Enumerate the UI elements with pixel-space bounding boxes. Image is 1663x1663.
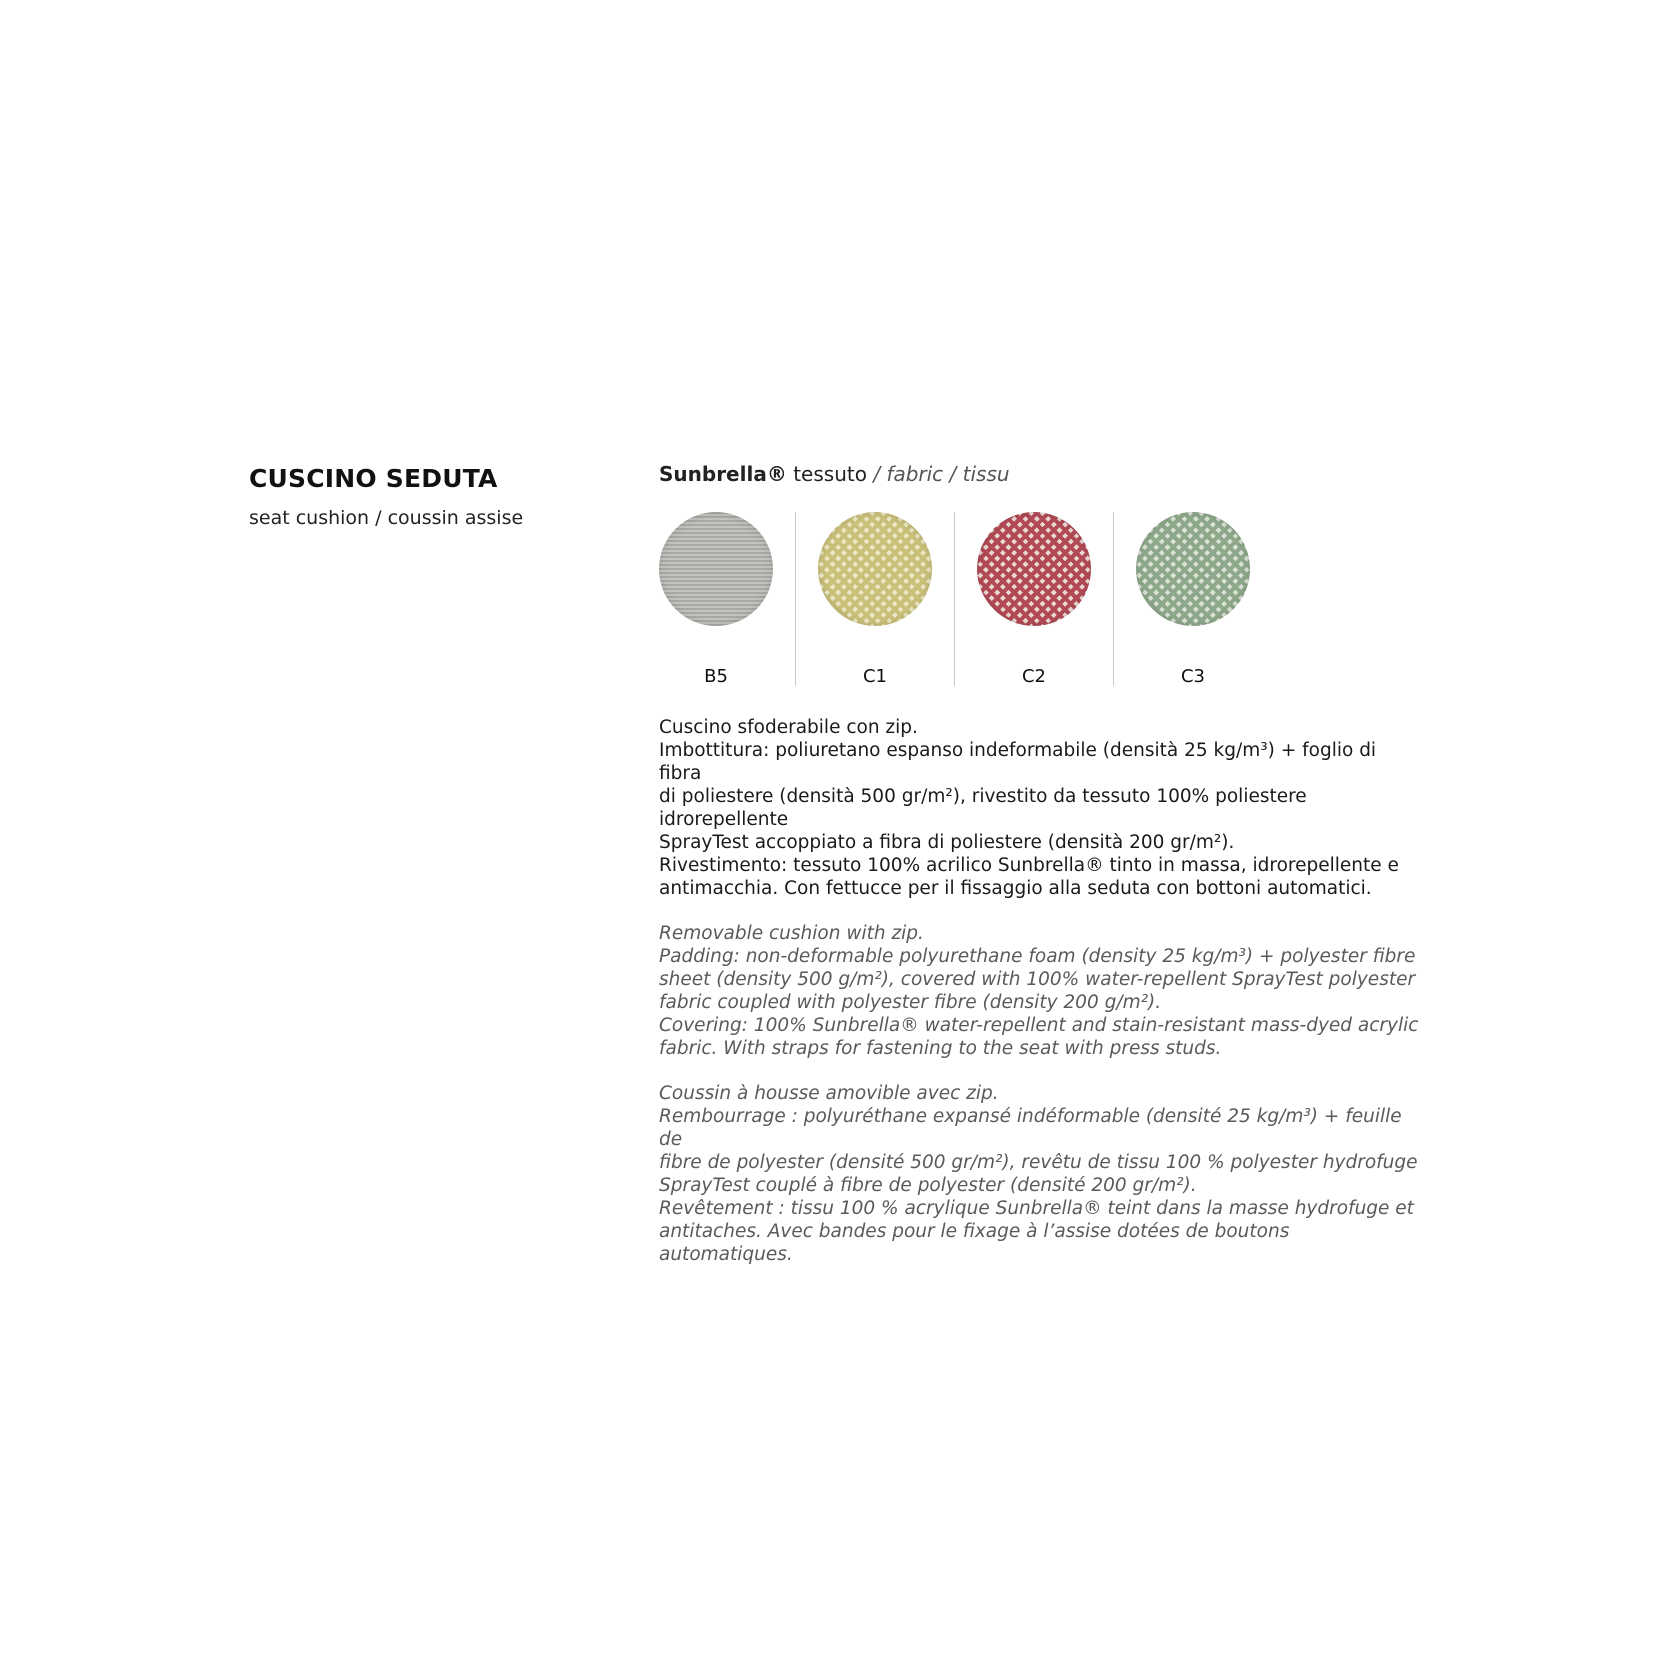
grey-fabric-swatch-icon [659,512,773,626]
swatch-divider [1113,512,1114,686]
swatch-code: C1 [862,666,888,687]
product-title: CUSCINO SEDUTA [249,464,498,493]
description-italian: Cuscino sfoderabile con zip. Imbottitura: poliuretano espanso indeformabile (densità 25 kg/m³) + foglio di fibra di poliestere (densità 500 gr/m²), rivestito da tessuto 100% poliestere idrorepellente SprayTest accoppiato a fibra di poliestere (densità 200 gr/m²). Rivestimento: tessuto 100% acrilico Sunbrella® tinto in massa, idrorepellente e antimacchia. Con fettucce per il fissaggio alla seduta con bottoni automatici. [659,717,1399,899]
swatch-item[interactable] [659,512,818,686]
swatch-item[interactable] [977,512,1136,686]
fabric-heading [659,462,1419,486]
description-block [659,716,1419,1266]
swatch-item[interactable] [818,512,977,686]
swatch-divider [795,512,796,686]
fabric-brand: Sunbrella® [659,462,787,486]
swatch-code: C3 [1180,666,1206,687]
description-english: Removable cushion with zip. Padding: non-deformable polyurethane foam (density 25 kg/m³) + polyester fibre sheet (density 500 g/m²), covered with 100% water-repellent SprayTest polyester fabric coupled with polyester fibre (density 200 g/m²). Covering: 100% Sunbrella® water-repellent and stain-resistant mass-dyed acrylic fabric. With straps for fastening to the seat with press studs. [659,923,1419,1059]
description-french: Coussin à housse amovible avec zip. Rembourrage : polyuréthane expansé indéformable (densité 25 kg/m³) + feuille de fibre de polyester (densité 500 gr/m²), revêtu de tissu 100 % polyester hydrofuge SprayTest couplé à fibre de polyester (densité 200 gr/m²). Revêtement : tissu 100 % acrylique Sunbrella® teint dans la masse hydrofuge et antitaches. Avec bandes pour le fixage à l’assise dotées de boutons automatiques. [659,1083,1418,1265]
fabric-section [659,462,1419,1288]
yellow-fabric-swatch-icon [818,512,932,626]
product-header [249,464,523,529]
swatch-code: C2 [1021,666,1047,687]
fabric-label: tessuto [786,462,874,486]
product-subtitle: seat cushion / coussin assise [249,507,524,529]
swatch-divider [954,512,955,686]
swatch-code: B5 [704,666,728,687]
red-fabric-swatch-icon [977,512,1091,626]
swatch-list [659,512,1419,686]
fabric-label-translations: / fabric / tissu [873,462,1010,486]
swatch-item[interactable] [1136,512,1295,686]
green-fabric-swatch-icon [1136,512,1250,626]
